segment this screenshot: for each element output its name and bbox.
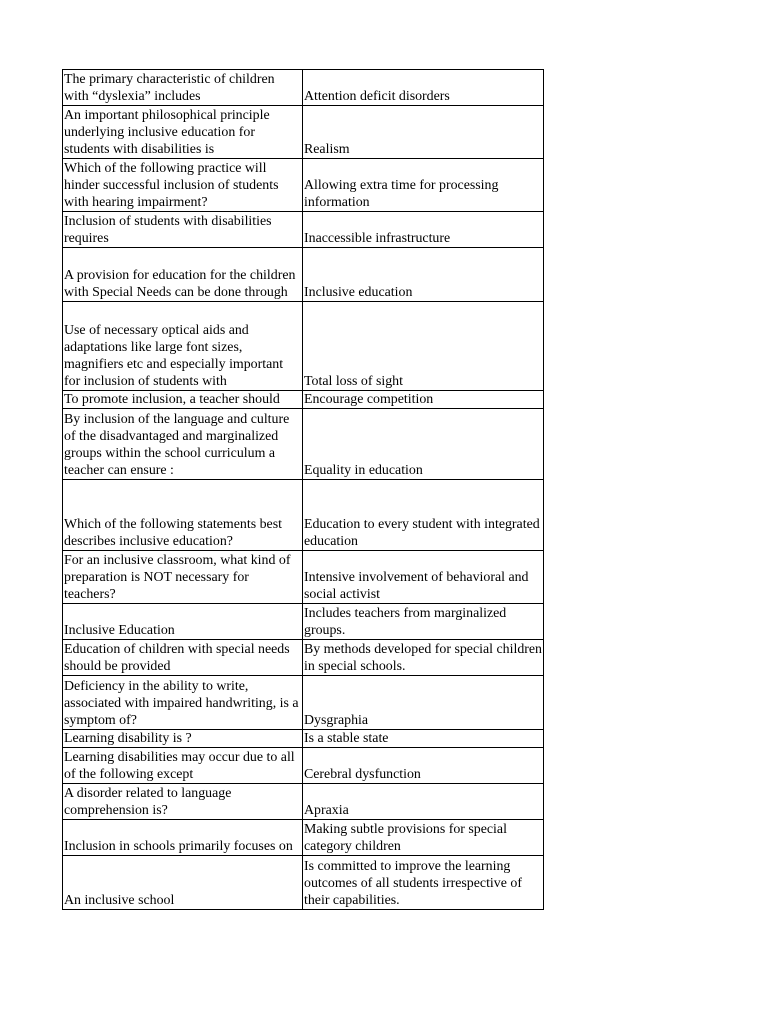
question-cell: An inclusive school	[63, 856, 303, 910]
answer-cell: Is a stable state	[303, 730, 544, 748]
answer-cell: Making subtle provisions for special category children	[303, 820, 544, 856]
table-row	[63, 784, 544, 820]
question-cell: Inclusion in schools primarily focuses on	[63, 820, 303, 856]
question-cell: Which of the following practice will hinder successful inclusion of students with hearing impairment?	[63, 159, 303, 212]
table-row	[63, 604, 544, 640]
table-row	[63, 748, 544, 784]
table-row	[63, 159, 544, 212]
answer-cell: Dysgraphia	[303, 676, 544, 730]
table-row	[63, 302, 544, 391]
answer-cell: Allowing extra time for processing information	[303, 159, 544, 212]
answer-cell: Cerebral dysfunction	[303, 748, 544, 784]
answer-cell: Attention deficit disorders	[303, 70, 544, 106]
answer-cell: Inclusive education	[303, 248, 544, 302]
answer-cell: Realism	[303, 106, 544, 159]
question-cell: Deficiency in the ability to write, associated with impaired handwriting, is a symptom of?	[63, 676, 303, 730]
table-row	[63, 480, 544, 551]
question-cell: Which of the following statements best describes inclusive education?	[63, 480, 303, 551]
document-page	[62, 69, 543, 910]
table-row	[63, 820, 544, 856]
answer-cell: By methods developed for special children in special schools.	[303, 640, 544, 676]
answer-cell: Equality in education	[303, 409, 544, 480]
question-answer-table	[62, 69, 544, 910]
answer-cell: Intensive involvement of behavioral and social activist	[303, 551, 544, 604]
question-cell: A disorder related to language comprehension is?	[63, 784, 303, 820]
question-cell: Use of necessary optical aids and adaptations like large font sizes, magnifiers etc and especially important for inclusion of students with	[63, 302, 303, 391]
table-row	[63, 551, 544, 604]
table-row	[63, 248, 544, 302]
question-cell: Education of children with special needs should be provided	[63, 640, 303, 676]
table-row	[63, 70, 544, 106]
answer-cell: Apraxia	[303, 784, 544, 820]
question-cell: Inclusive Education	[63, 604, 303, 640]
question-cell: The primary characteristic of children with “dyslexia” includes	[63, 70, 303, 106]
question-cell: An important philosophical principle underlying inclusive education for students with disabilities is	[63, 106, 303, 159]
answer-cell: Education to every student with integrated education	[303, 480, 544, 551]
question-cell: For an inclusive classroom, what kind of preparation is NOT necessary for teachers?	[63, 551, 303, 604]
answer-cell: Encourage competition	[303, 391, 544, 409]
answer-cell: Includes teachers from marginalized groups.	[303, 604, 544, 640]
table-row	[63, 212, 544, 248]
question-cell: Learning disabilities may occur due to all of the following except	[63, 748, 303, 784]
table-row	[63, 730, 544, 748]
answer-cell: Is committed to improve the learning outcomes of all students irrespective of their capabilities.	[303, 856, 544, 910]
question-cell: To promote inclusion, a teacher should	[63, 391, 303, 409]
answer-cell: Total loss of sight	[303, 302, 544, 391]
table-row	[63, 409, 544, 480]
table-row	[63, 856, 544, 910]
table-row	[63, 676, 544, 730]
table-row	[63, 106, 544, 159]
table-row	[63, 391, 544, 409]
question-cell: Learning disability is ?	[63, 730, 303, 748]
answer-cell: Inaccessible infrastructure	[303, 212, 544, 248]
question-cell: Inclusion of students with disabilities requires	[63, 212, 303, 248]
question-cell: A provision for education for the children with Special Needs can be done through	[63, 248, 303, 302]
question-cell: By inclusion of the language and culture of the disadvantaged and marginalized groups within the school curriculum a teacher can ensure :	[63, 409, 303, 480]
table-row	[63, 640, 544, 676]
